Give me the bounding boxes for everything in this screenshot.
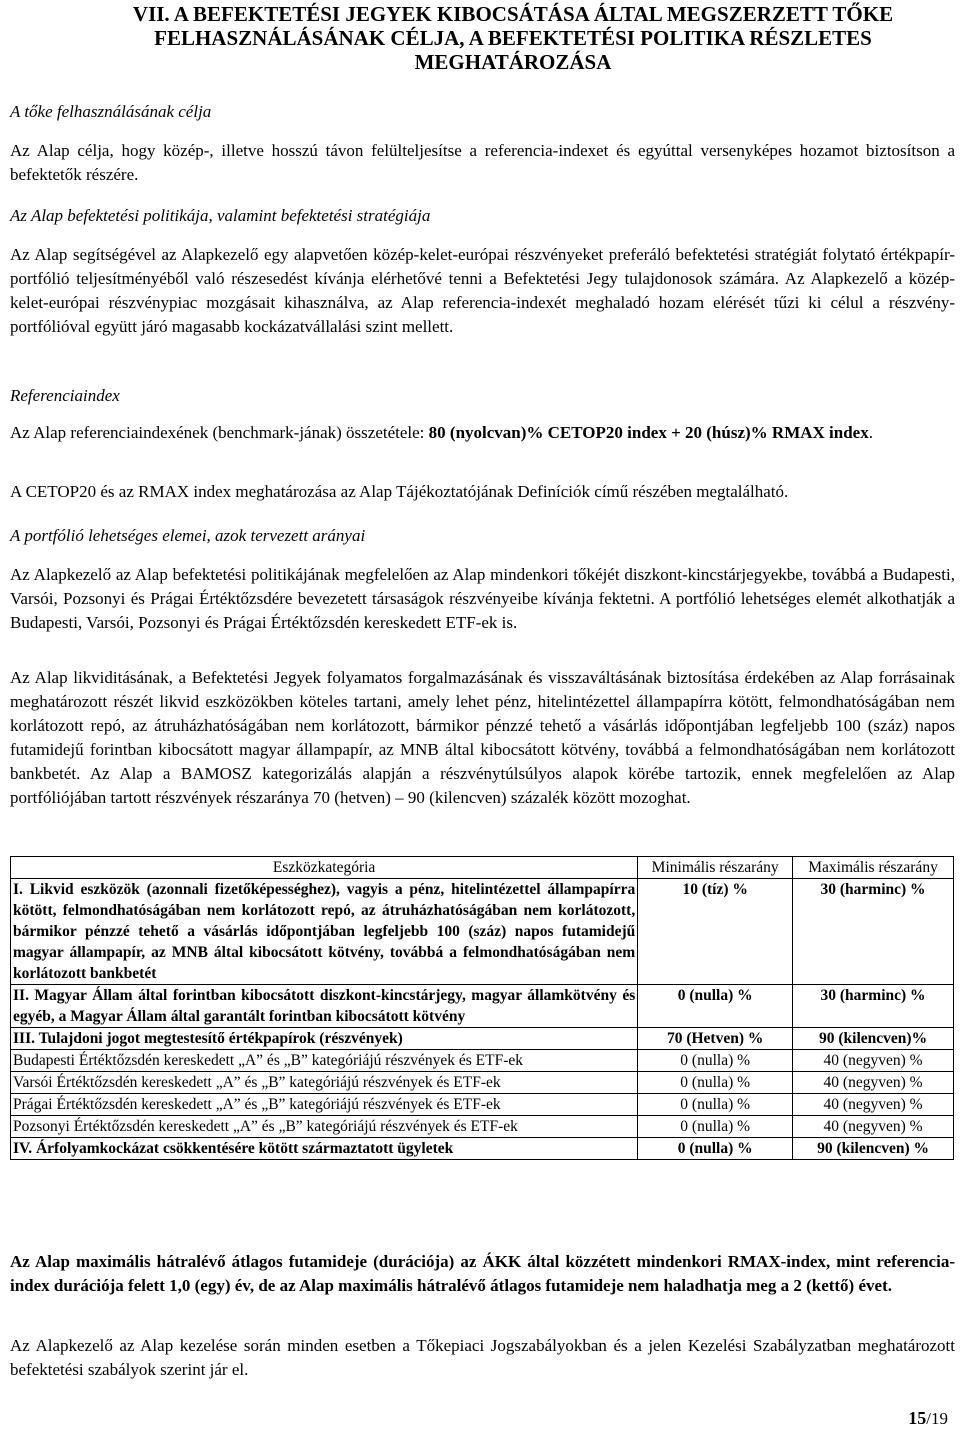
paragraph-rules: Az Alapkezelő az Alap kezelése során minden esetben a Tőkepiaci Jogszabályokban és a jelen Kezelési Szabályzatban meghatározott befektetési szabályok szerint jár el. [10, 1336, 955, 1379]
paragraph-capital-use: Az Alap célja, hogy közép-, illetve hosszú távon felülteljesítse a referencia-indexet és egyúttal versenyképes hozamot biztosítson a befektetők részére. [10, 141, 955, 184]
paragraph-portfolio-1: Az Alapkezelő az Alap befektetési politikájának megfelelően az Alap mindenkori tőkéjét diszkont-kincstárjegyekbe, továbbá a Budapesti, Varsói, Pozsonyi és Prágai Értéktőzsdére bevezetett társaságok részvényeibe kívánja fektetni. A portfólió lehetséges elemét alkothatják a Budapesti, Varsói, Pozsonyi és Prágai Értéktőzsdén kereskedett ETF-ek is. [10, 565, 955, 632]
heading-capital-use: A tőke felhasználásának célja [10, 102, 212, 121]
chapter-title: VII. A BEFEKTETÉSI JEGYEK KIBOCSÁTÁSA ÁLTAL MEGSZERZETT TŐKE FELHASZNÁLÁSÁNAK CÉLJA, A BEFEKTETÉSI POLITIKA RÉSZLETES MEGHATÁROZÁSA [132, 2, 894, 74]
table-row [11, 1094, 954, 1116]
cell-category: Prágai Értéktőzsdén kereskedett „A” és „B” kategóriájú részvények és ETF-ek [11, 1094, 638, 1116]
cell-category: Pozsonyi Értéktőzsdén kereskedett „A” és „B” kategóriájú részvények és ETF-ek [11, 1116, 638, 1138]
cell-max: 40 (negyven) % [793, 1072, 954, 1094]
cell-min: 0 (nulla) % [638, 1116, 793, 1138]
cell-max: 90 (kilencven) % [793, 1138, 954, 1160]
cell-max: 30 (harminc) % [793, 985, 954, 1028]
cell-category: IV. Árfolyamkockázat csökkentésére kötött származtatott ügyletek [11, 1138, 638, 1160]
table-row [11, 1050, 954, 1072]
heading-investment-policy: Az Alap befektetési politikája, valamint befektetési stratégiája [10, 206, 431, 225]
cell-max: 90 (kilencven)% [793, 1028, 954, 1050]
cell-max: 30 (harminc) % [793, 879, 954, 985]
cell-min: 70 (Hetven) % [638, 1028, 793, 1050]
cell-category: III. Tulajdoni jogot megtestesítő értékpapírok (részvények) [11, 1028, 638, 1050]
header-min: Minimális részarány [638, 857, 793, 879]
header-max: Maximális részarány [793, 857, 954, 879]
cell-min: 0 (nulla) % [638, 1072, 793, 1094]
cell-max: 40 (negyven) % [793, 1116, 954, 1138]
table-header-row [11, 857, 954, 879]
page-number: 15/19 [908, 1408, 948, 1428]
cell-min: 0 (nulla) % [638, 1050, 793, 1072]
paragraph-index-definitions: A CETOP20 és az RMAX index meghatározása az Alap Tájékoztatójának Definíciók című részében megtalálható. [10, 482, 789, 501]
table-row [11, 1028, 954, 1050]
cell-category: Budapesti Értéktőzsdén kereskedett „A” és „B” kategóriájú részvények és ETF-ek [11, 1050, 638, 1072]
asset-allocation-table [10, 856, 954, 1160]
table-row [11, 1072, 954, 1094]
paragraph-duration: Az Alap maximális hátralévő átlagos futamideje (durációja) az ÁKK által közzétett mindenkori RMAX-index, mint referencia-index durációja felett 1,0 (egy) év, de az Alap maximális hátralévő átlagos futamideje nem haladhatja meg a 2 (kettő) évet. [10, 1252, 955, 1295]
paragraph-portfolio-2: Az Alap likviditásának, a Befektetési Jegyek folyamatos forgalmazásának és visszaváltásának biztosítása érdekében az Alap forrásainak meghatározott részét likvid eszközökben köteles tartani, amely lehet pénz, hitelintézettel állampapírra kötött, felmondhatóságában nem korlátozott repó, az átruházhatóságában nem korlátozott, bármikor pénzzé tehető a vásárlás időpontjában legfeljebb 100 (száz) napos futamidejű forintban kibocsátott magyar állampapír, az MNB által kibocsátott kötvény, továbbá a felmondhatóságában nem korlátozott bankbetét. Az Alap a BAMOSZ kategorizálás alapján a részvénytúlsúlyos alapok körébe tartozik, ennek megfelelően az Alap portfóliójában tartott részvények részaránya 70 (hetven) – 90 (kilencven) százalék között mozoghat. [10, 668, 955, 807]
paragraph-investment-policy: Az Alap segítségével az Alapkezelő egy alapvetően közép-kelet-európai részvényeket preferáló befektetési stratégiát folytató értékpapír-portfólió teljesítményéből való részesedést kívánja elérhetővé tenni a Befektetési Jegy tulajdonosok számára. Az Alapkezelő a közép-kelet-európai részvénypiac mozgásait kihasználva, az Alap referencia-indexét meghaladó hozam elérését tűzi ki célul a részvény-portfólióval együtt járó magasabb kockázatvállalási szint mellett. [10, 245, 955, 336]
table-row [11, 985, 954, 1028]
paragraph-reference-index: Az Alap referenciaindexének (benchmark-jának) összetétele: 80 (nyolcvan)% CETOP20 index + 20 (húsz)% RMAX index. [10, 423, 873, 442]
cell-max: 40 (negyven) % [793, 1094, 954, 1116]
cell-max: 40 (negyven) % [793, 1050, 954, 1072]
cell-min: 10 (tíz) % [638, 879, 793, 985]
cell-min: 0 (nulla) % [638, 985, 793, 1028]
cell-min: 0 (nulla) % [638, 1094, 793, 1116]
cell-category: II. Magyar Állam által forintban kibocsátott diszkont-kincstárjegy, magyar államkötvény és egyéb, a Magyar Állam által garantált forintban kibocsátott kötvény [11, 985, 638, 1028]
cell-category: Varsói Értéktőzsdén kereskedett „A” és „B” kategóriájú részvények és ETF-ek [11, 1072, 638, 1094]
cell-min: 0 (nulla) % [638, 1138, 793, 1160]
table-row [11, 1116, 954, 1138]
header-category: Eszközkategória [11, 857, 638, 879]
table-row [11, 1138, 954, 1160]
table-row [11, 879, 954, 985]
benchmark-composition: 80 (nyolcvan)% CETOP20 index + 20 (húsz)% RMAX index [428, 423, 869, 442]
heading-reference-index: Referenciaindex [10, 386, 120, 405]
cell-category: I. Likvid eszközök (azonnali fizetőképességhez), vagyis a pénz, hitelintézettel állampapírra kötött, felmondhatóságában nem korlátozott repó, az átruházhatóságában nem korlátozott, bármikor pénzzé tehető a vásárlás időpontjában legfeljebb 100 (száz) napos futamidejű magyar állampapír, az MNB által kibocsátott kötvény, továbbá a felmondhatóságában nem korlátozott bankbetét [11, 879, 638, 985]
heading-portfolio: A portfólió lehetséges elemei, azok tervezett arányai [10, 526, 366, 545]
